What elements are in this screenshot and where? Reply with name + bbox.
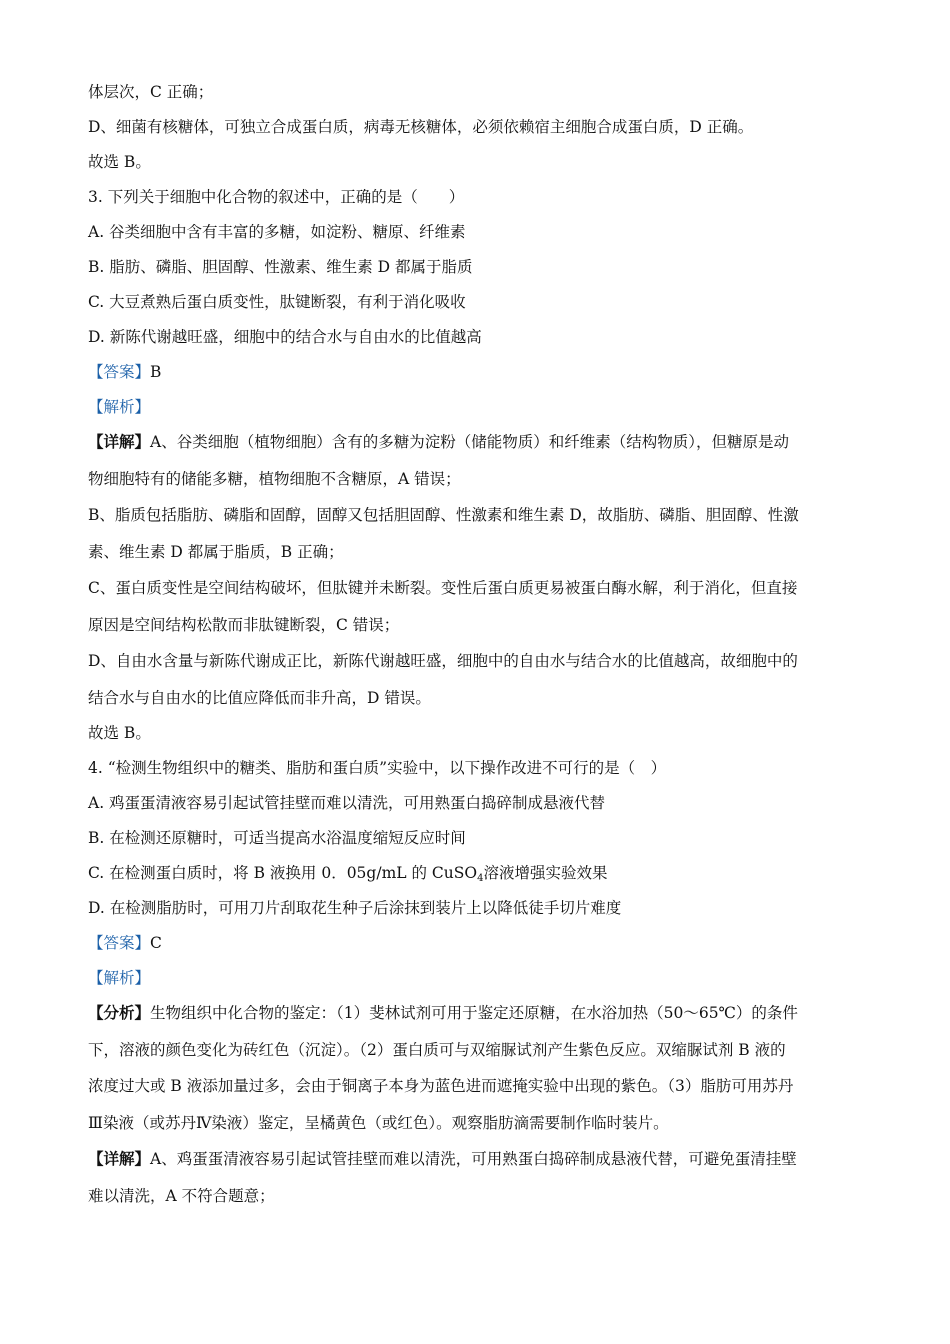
prev-text-line-1: 体层次，C 正确； xyxy=(88,83,214,101)
q4-detail-line-2: 难以清洗，A 不符合题意； xyxy=(88,1187,275,1205)
q3-option-a: A. 谷类细胞中含有丰富的多糖，如淀粉、糖原、纤维素 xyxy=(88,223,466,241)
q4-option-b: B. 在检测还原糖时，可适当提高水浴温度缩短反应时间 xyxy=(88,829,466,847)
q4-analyze-line-4: Ⅲ染液（或苏丹Ⅳ染液）鉴定，呈橘黄色（或红色）。观察脂肪滴需要制作临时装片。 xyxy=(88,1114,669,1132)
q3-answer-tag: 【答案】 xyxy=(88,363,151,381)
q4-detail-text-1: A、鸡蛋蛋清液容易引起试管挂壁而难以清洗，可用熟蛋白捣碎制成悬液代替，可避免蛋清挂壁 xyxy=(150,1150,797,1168)
q4-detail-tag: 【详解】 xyxy=(88,1149,151,1168)
q3-choice: 故选 B。 xyxy=(88,724,151,742)
q3-detail-text-1: A、谷类细胞（植物细胞）含有的多糖为淀粉（储能物质）和纤维素（结构物质），但糖原是动 xyxy=(150,433,789,451)
q3-answer xyxy=(88,362,868,382)
q4-answer-value: C xyxy=(150,934,162,952)
q4-option-d: D. 在检测脂肪时，可用刀片刮取花生种子后涂抹到装片上以降低徒手切片难度 xyxy=(88,899,622,917)
q4-option-c-subscript: 4 xyxy=(477,873,484,884)
q3-stem: 3. 下列关于细胞中化合物的叙述中，正确的是（ ） xyxy=(88,188,465,206)
q4-analyze-line-2: 下，溶液的颜色变化为砖红色（沉淀）。（2）蛋白质可与双缩脲试剂产生紫色反应。双缩脲试剂 B 液的 xyxy=(88,1041,786,1059)
q3-option-c: C. 大豆煮熟后蛋白质变性，肽键断裂，有利于消化吸收 xyxy=(88,293,466,311)
q3-detail-line-2: 物细胞特有的储能多糖，植物细胞不含糖原，A 错误； xyxy=(88,470,461,488)
q4-analysis xyxy=(88,968,868,988)
q4-option-c xyxy=(88,863,868,883)
q4-analysis-tag: 【解析】 xyxy=(88,969,151,987)
prev-text-line-2: D、细菌有核糖体，可独立合成蛋白质，病毒无核糖体，必须依赖宿主细胞合成蛋白质，D 正确。 xyxy=(88,118,754,136)
prev-choice: 故选 B。 xyxy=(88,153,151,171)
q4-option-c-post: 溶液增强实验效果 xyxy=(483,864,608,882)
q3-option-d: D. 新陈代谢越旺盛，细胞中的结合水与自由水的比值越高 xyxy=(88,328,482,346)
q4-stem: 4. “检测生物组织中的糖类、脂肪和蛋白质”实验中，以下操作改进不可行的是（ ） xyxy=(88,759,667,777)
q3-detail-line-8: 结合水与自由水的比值应降低而非升高，D 错误。 xyxy=(88,689,431,707)
q4-option-a: A. 鸡蛋蛋清液容易引起试管挂壁而难以清洗，可用熟蛋白捣碎制成悬液代替 xyxy=(88,794,606,812)
q4-detail-line-1 xyxy=(88,1149,868,1169)
q3-detail-line-7: D、自由水含量与新陈代谢成正比，新陈代谢越旺盛，细胞中的自由水与结合水的比值越高，故细胞中的 xyxy=(88,652,798,670)
q3-detail-line-6: 原因是空间结构松散而非肽键断裂，C 错误； xyxy=(88,616,400,634)
q3-option-b: B. 脂肪、磷脂、胆固醇、性激素、维生素 D 都属于脂质 xyxy=(88,258,473,276)
q3-analysis xyxy=(88,397,868,417)
q4-option-c-pre: C. 在检测蛋白质时，将 B 液换用 0．05g/mL 的 CuSO xyxy=(88,864,478,882)
q3-detail-tag: 【详解】 xyxy=(88,432,151,451)
q3-detail-line-5: C、蛋白质变性是空间结构破坏，但肽键并未断裂。变性后蛋白质更易被蛋白酶水解，利于消化，但直接 xyxy=(88,579,798,597)
q3-detail-line-3: B、脂质包括脂肪、磷脂和固醇，固醇又包括胆固醇、性激素和维生素 D，故脂肪、磷脂、胆固醇、性激 xyxy=(88,506,799,524)
q3-analysis-tag: 【解析】 xyxy=(88,398,151,416)
q4-answer-tag: 【答案】 xyxy=(88,934,151,952)
q3-detail-line-4: 素、维生素 D 都属于脂质，B 正确； xyxy=(88,543,344,561)
q4-answer xyxy=(88,933,868,953)
q4-analyze-line-1 xyxy=(88,1003,868,1023)
q3-answer-value: B xyxy=(150,363,162,381)
q4-analyze-tag: 【分析】 xyxy=(88,1003,151,1022)
q4-analyze-line-3: 浓度过大或 B 液添加量过多，会由于铜离子本身为蓝色进而遮掩实验中出现的紫色。（3）脂肪可用苏丹 xyxy=(88,1077,794,1095)
q4-analyze-text-1: 生物组织中化合物的鉴定：（1）斐林试剂可用于鉴定还原糖，在水浴加热（50～65℃）的条件 xyxy=(150,1004,798,1022)
q3-detail-line-1 xyxy=(88,432,868,452)
